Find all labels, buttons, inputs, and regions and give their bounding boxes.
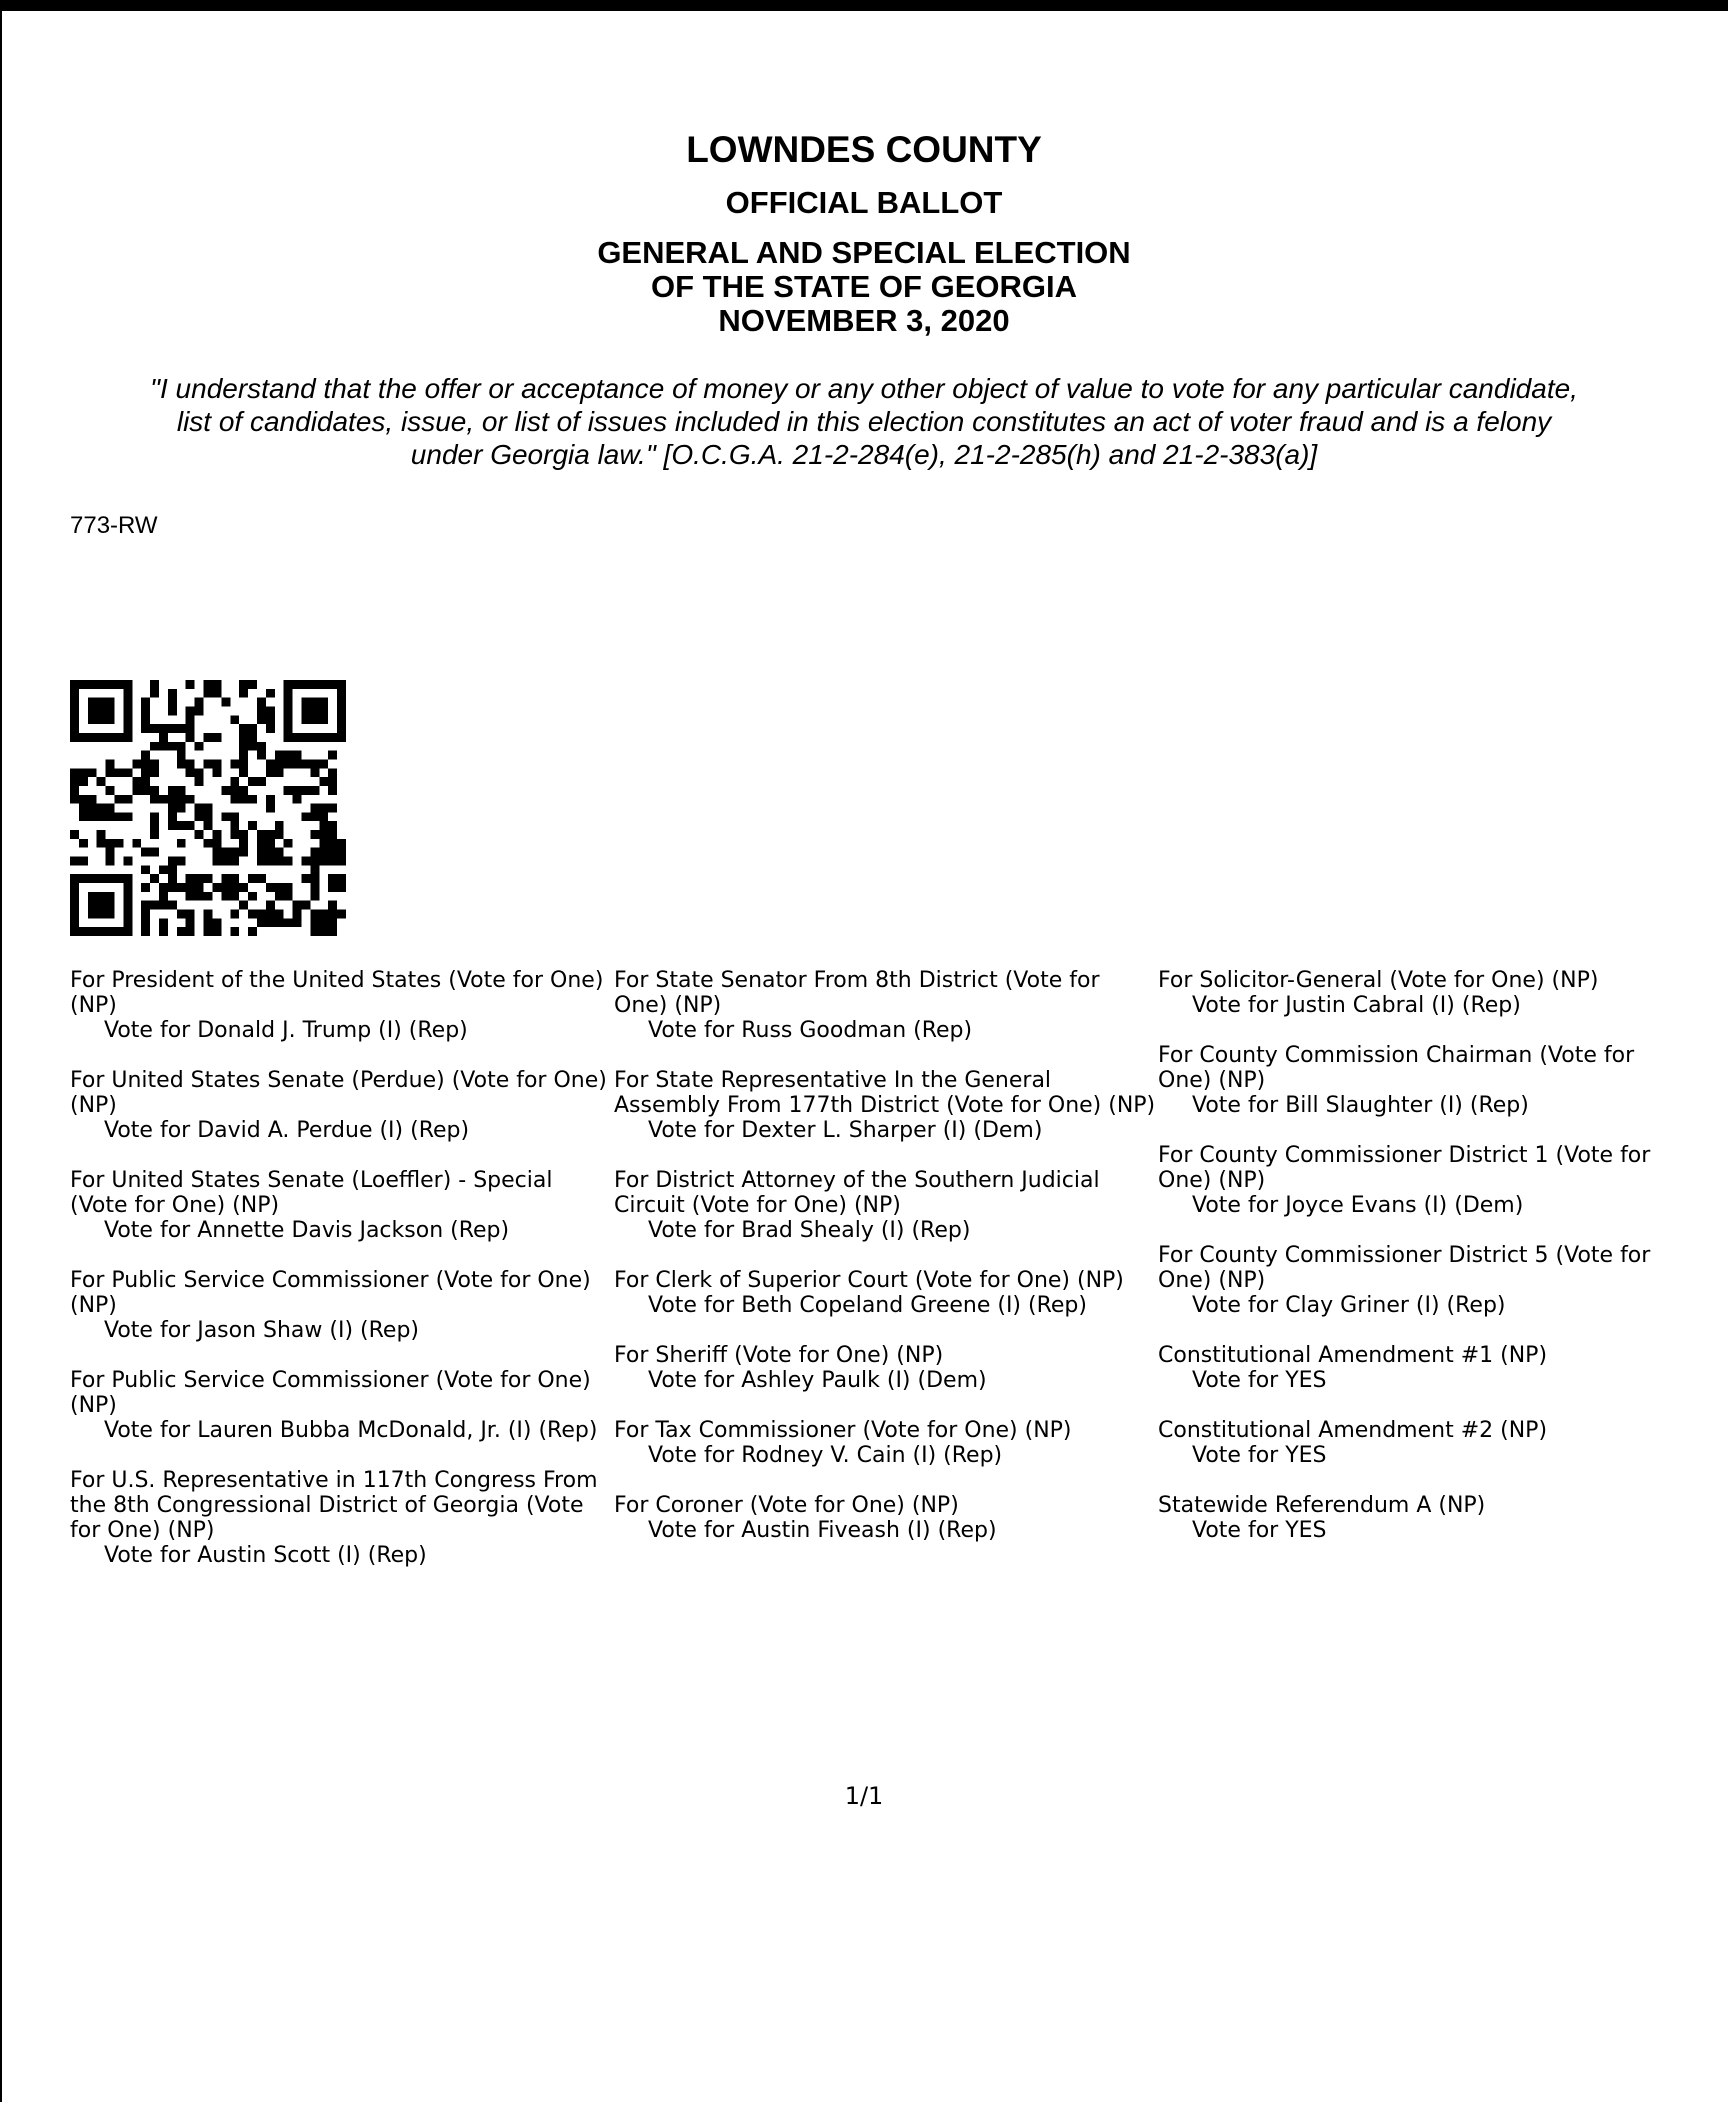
contest-block <box>1158 1043 1678 1118</box>
contest-title: For Solicitor-General (Vote for One) (NP) <box>1158 968 1599 993</box>
contest-title: For District Attorney of the Southern Judicial Circuit (Vote for One) (NP) <box>614 1168 1100 1218</box>
election-line-1: GENERAL AND SPECIAL ELECTION <box>597 235 1131 270</box>
contest-choice: Vote for Ashley Paulk (I) (Dem) <box>648 1368 987 1393</box>
election-line-2: OF THE STATE OF GEORGIA <box>651 269 1077 304</box>
oath-line-1: "I understand that the offer or acceptance of money or any other object of value to vote for any particular candidate, <box>150 373 1578 404</box>
contest-choice: Vote for Dexter L. Sharper (I) (Dem) <box>648 1118 1043 1143</box>
contest-block <box>1158 1418 1678 1468</box>
oath-line-2: list of candidates, issue, or list of issues included in this election constitutes an act of voter fraud and is a felony <box>176 406 1552 437</box>
contest-choice: Vote for Brad Shealy (I) (Rep) <box>648 1218 971 1243</box>
contest-choice: Vote for Beth Copeland Greene (I) (Rep) <box>648 1293 1087 1318</box>
contest-block <box>614 1343 1159 1393</box>
ballot-title: OFFICIAL BALLOT <box>725 185 1003 220</box>
contest-choice: Vote for Donald J. Trump (I) (Rep) <box>104 1018 468 1043</box>
contest-block <box>614 968 1159 1043</box>
contest-block <box>1158 1243 1678 1318</box>
contest-title: For Coroner (Vote for One) (NP) <box>614 1493 959 1518</box>
contest-choice: Vote for Justin Cabral (I) (Rep) <box>1192 993 1521 1018</box>
contest-title: Constitutional Amendment #2 (NP) <box>1158 1418 1548 1443</box>
contest-block <box>70 1168 615 1243</box>
scan-edge-top <box>0 0 1728 11</box>
contest-title: For United States Senate (Loeffler) - Special (Vote for One) (NP) <box>70 1168 553 1218</box>
contest-block <box>614 1268 1159 1318</box>
contest-block <box>614 1068 1159 1143</box>
contest-choice: Vote for YES <box>1192 1518 1327 1543</box>
contest-choice: Vote for YES <box>1192 1443 1327 1468</box>
contest-title: For State Senator From 8th District (Vote for One) (NP) <box>614 968 1100 1018</box>
contest-block <box>70 1068 615 1143</box>
contest-choice: Vote for Russ Goodman (Rep) <box>648 1018 973 1043</box>
contest-column-1 <box>70 968 615 1593</box>
contest-block <box>1158 1143 1678 1218</box>
contest-title: For Sheriff (Vote for One) (NP) <box>614 1343 944 1368</box>
contest-block <box>70 1268 615 1343</box>
contest-choice: Vote for Austin Fiveash (I) (Rep) <box>648 1518 997 1543</box>
contest-block <box>1158 968 1678 1018</box>
contest-title: For President of the United States (Vote for One) (NP) <box>70 968 604 1018</box>
county-title: LOWNDES COUNTY <box>686 129 1042 170</box>
contest-column-2 <box>614 968 1159 1568</box>
contest-block <box>614 1418 1159 1468</box>
contest-block <box>70 1468 615 1568</box>
contest-choice: Vote for YES <box>1192 1368 1327 1393</box>
contest-title: Constitutional Amendment #1 (NP) <box>1158 1343 1548 1368</box>
contest-choice: Vote for Annette Davis Jackson (Rep) <box>104 1218 510 1243</box>
contest-choice: Vote for Austin Scott (I) (Rep) <box>104 1543 427 1568</box>
contest-choice: Vote for Jason Shaw (I) (Rep) <box>104 1318 420 1343</box>
ballot-style-code: 773-RW <box>70 512 158 539</box>
contest-title: For U.S. Representative in 117th Congress From the 8th Congressional District of Georgia (Vote for One) (NP) <box>70 1468 598 1543</box>
contest-title: For Public Service Commissioner (Vote for One) (NP) <box>70 1368 591 1418</box>
election-date: NOVEMBER 3, 2020 <box>718 303 1010 338</box>
contest-title: For Clerk of Superior Court (Vote for One) (NP) <box>614 1268 1124 1293</box>
contest-choice: Vote for Joyce Evans (I) (Dem) <box>1192 1193 1524 1218</box>
contest-title: For Tax Commissioner (Vote for One) (NP) <box>614 1418 1072 1443</box>
oath-line-3: under Georgia law." [O.C.G.A. 21-2-284(e), 21-2-285(h) and 21-2-383(a)] <box>410 439 1318 470</box>
contest-title: For State Representative In the General Assembly From 177th District (Vote for One) (NP) <box>614 1068 1156 1118</box>
qr-code-icon <box>70 680 346 936</box>
contest-choice: Vote for Bill Slaughter (I) (Rep) <box>1192 1093 1529 1118</box>
contest-block <box>1158 1493 1678 1543</box>
contest-block <box>70 1368 615 1443</box>
contest-title: Statewide Referendum A (NP) <box>1158 1493 1486 1518</box>
ballot-header <box>0 128 1728 338</box>
contest-title: For County Commissioner District 1 (Vote for One) (NP) <box>1158 1143 1651 1193</box>
contest-block <box>614 1168 1159 1243</box>
page-number: 1/1 <box>844 1782 884 1810</box>
contest-choice: Vote for Clay Griner (I) (Rep) <box>1192 1293 1506 1318</box>
contest-block <box>70 968 615 1043</box>
contest-title: For Public Service Commissioner (Vote for One) (NP) <box>70 1268 591 1318</box>
contest-block <box>1158 1343 1678 1393</box>
contest-title: For County Commissioner District 5 (Vote for One) (NP) <box>1158 1243 1651 1293</box>
contest-title: For County Commission Chairman (Vote for One) (NP) <box>1158 1043 1635 1093</box>
contest-choice: Vote for Rodney V. Cain (I) (Rep) <box>648 1443 1003 1468</box>
contest-column-3 <box>1158 968 1678 1568</box>
voter-oath <box>60 372 1668 471</box>
contest-choice: Vote for David A. Perdue (I) (Rep) <box>104 1118 470 1143</box>
contest-block <box>614 1493 1159 1543</box>
contest-choice: Vote for Lauren Bubba McDonald, Jr. (I) (Rep) <box>104 1418 598 1443</box>
contest-title: For United States Senate (Perdue) (Vote for One) (NP) <box>70 1068 607 1118</box>
